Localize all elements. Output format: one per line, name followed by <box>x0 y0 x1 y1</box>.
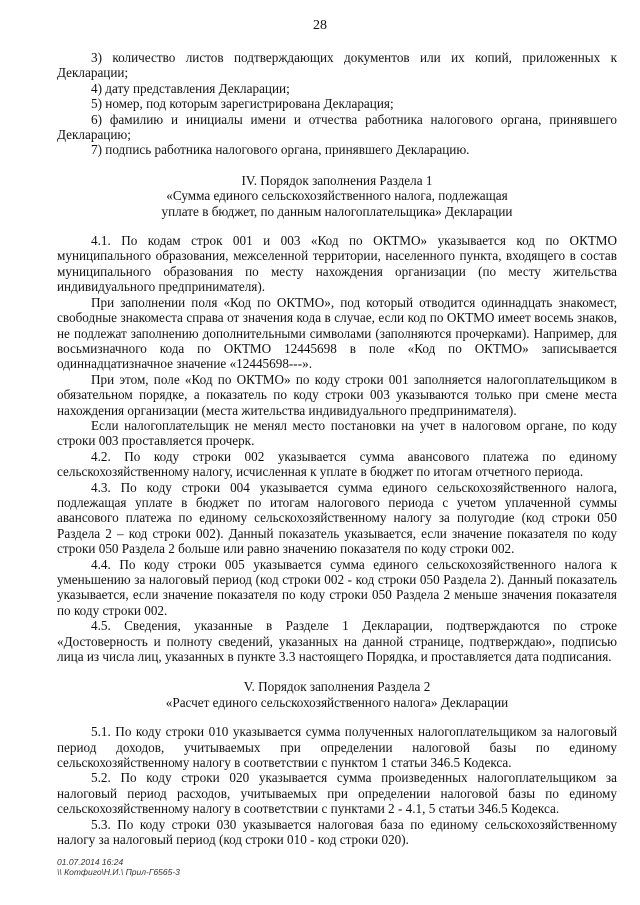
section-5-subtitle: «Расчет единого сельскохозяйственного налога» Декларации <box>165 694 509 710</box>
paragraph-5-1: 5.1. По коду строки 010 указывается сумма полученных налогоплательщиком за налоговый период доходов, учитываемых при определении налоговой базы по единому сельскохозяйственному налогу в соответствии с пунктом 1 статьи 346.5 Кодекса. <box>57 724 617 771</box>
paragraph-4-2: 4.2. По коду строки 002 указывается сумма авансового платежа по единому сельскохозяйственному налогу, исчисленная к уплате в бюджет по итогам отчетного периода. <box>57 448 617 480</box>
paragraph-oktmo-fill: При этом, поле «Код по ОКТМО» по коду строки 001 заполняется налогоплательщиком в обязательном порядке, а показатель по коду строки 003 указываются только при смене места нахождения организации (места жительства индивидуального предпринимателя). <box>57 371 617 418</box>
paragraph-5-2: 5.2. По коду строки 020 указывается сумма произведенных налогоплательщиком за налоговый период расходов, учитываемых при определении налоговой базы по единому сельскохозяйственному налогу в соответствии с пунктами 2 - 4.1, 5 статьи 346.5 Кодекса. <box>57 770 617 817</box>
page-number: 28 <box>313 18 327 33</box>
section-4-subtitle: уплате в бюджет, по данным налогоплательщика» Декларации <box>161 203 513 219</box>
paragraph-4-1: 4.1. По кодам строк 001 и 003 «Код по ОКТМО» указывается код по ОКТМО муниципального образования, межселенной территории, населенного пункта, входящего в состав муниципального образования по месту нахождения организации (по месту жительства индивидуального предпринимателя). <box>57 233 617 295</box>
file-stamp-date: 01.07.2014 16:24 <box>57 857 124 867</box>
section-4-title: IV. Порядок заполнения Раздела 1 <box>241 172 433 188</box>
section-4-subtitle: «Сумма единого сельскохозяйственного налога, подлежащая <box>166 188 508 204</box>
paragraph-4-4: 4.4. По коду строки 005 указывается сумма единого сельскохозяйственного налога к уменьшению за налоговый период (код строки 002 - код строки 050 Раздела 2). Данный показатель указывается, если значение показателя по коду строки 050 Раздела 2 меньше значения показателя по коду строки 002. <box>57 556 617 618</box>
list-item: 6) фамилию и инициалы имени и отчества работника налогового органа, принявшего Декларацию; <box>57 111 617 143</box>
document-body <box>57 50 617 848</box>
file-stamp <box>57 857 180 877</box>
paragraph-5-3: 5.3. По коду строки 030 указывается налоговая база по единому сельскохозяйственному налогу за налоговый период (код строки 010 - код строки 020). <box>57 816 617 848</box>
file-stamp-path: \\ Котфиго\Н.И.\ Прил-Г6565-3 <box>57 867 180 877</box>
paragraph-oktmo-field: При заполнении поля «Код по ОКТМО», под который отводится одиннадцать знакомест, свободные знакоместа справа от значения кода в случае, если код по ОКТМО имеет восемь знаков, не подлежат заполнению дополнительными символами (заполняются прочерками). Например, для восьмизначного кода по ОКТМО 12445698 в поле «Код по ОКТМО» записывается одиннадцатизначное значение «12445698---». <box>57 294 617 372</box>
list-item: 5) номер, под которым зарегистрирована Декларация; <box>91 96 394 112</box>
paragraph-oktmo-dash: Если налогоплательщик не менял место постановки на учет в налоговом органе, по коду строки 003 проставляется прочерк. <box>57 417 617 449</box>
list-item: 4) дату представления Декларации; <box>91 80 290 96</box>
paragraph-4-3: 4.3. По коду строки 004 указывается сумма единого сельскохозяйственного налога, подлежащая уплате в бюджет по итогам налогового периода с учетом уплаченной суммы авансового платежа по единому сельскохозяйственному налогу за полугодие (код строки 050 Раздела 2 – код строки 002). Данный показатель указывается, если значение показателя по коду строки 050 Раздела 2 больше или равно значению показателя по коду строки 002. <box>57 479 617 557</box>
paragraph-4-5: 4.5. Сведения, указанные в Разделе 1 Декларации, подтверждаются по строке «Достоверность и полноту сведений, указанных на данной странице, подтверждаю», подписью лица из числа лиц, указанных в пункте 3.3 настоящего Порядка, и проставляется дата подписания. <box>57 618 617 665</box>
list-item: 7) подпись работника налогового органа, принявшего Декларацию. <box>91 142 470 158</box>
section-5-title: V. Порядок заполнения Раздела 2 <box>243 679 431 695</box>
list-item: 3) количество листов подтверждающих документов или их копий, приложенных к Декларации; <box>57 50 617 81</box>
